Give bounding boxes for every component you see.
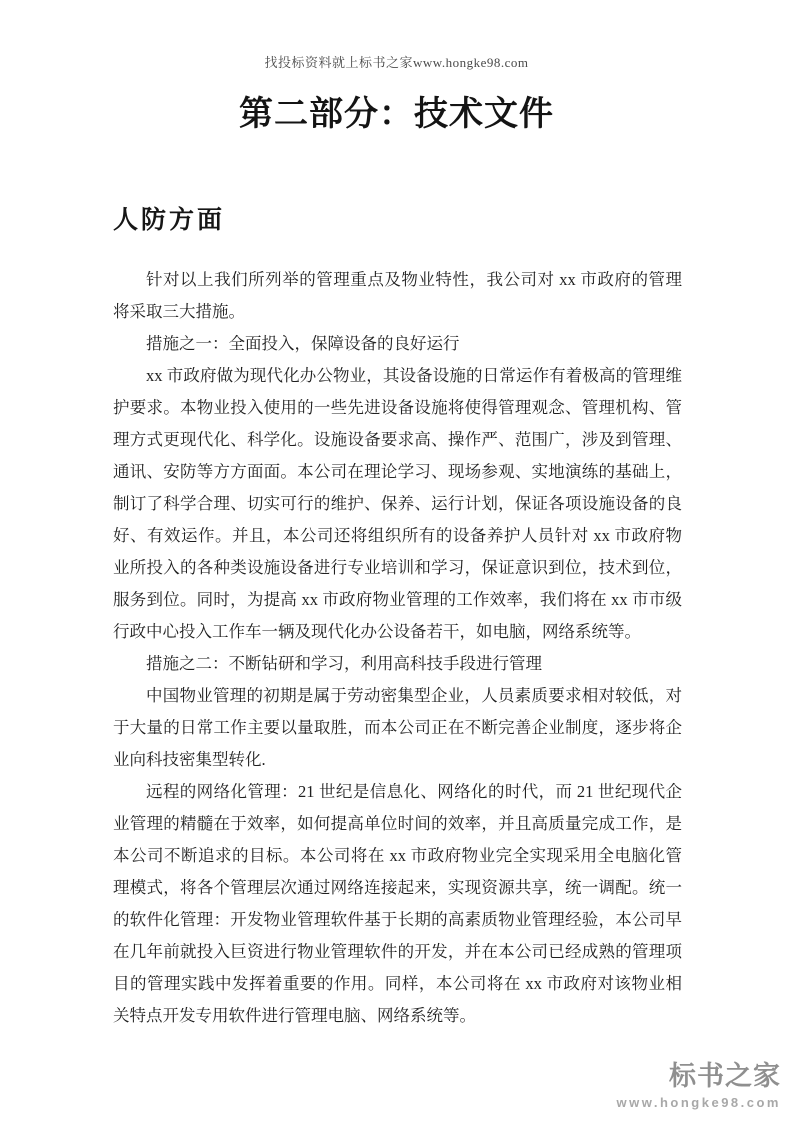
paragraph: 针对以上我们所列举的管理重点及物业特性，我公司对 xx 市政府的管理将采取三大措施。	[113, 270, 682, 321]
watermark-brand: 标书之家	[669, 1061, 781, 1091]
paragraph: 措施之二：不断钻研和学习，利用高科技手段进行管理	[146, 654, 542, 673]
section-heading: 人防方面	[113, 207, 226, 234]
paragraph: 远程的网络化管理：21 世纪是信息化、网络化的时代，而 21 世纪现代企业管理的精髓在于效率，如何提高单位时间的效率，并且高质量完成工作，是本公司不断追求的目标。本公司将在 xx 市政府物业完全实现采用全电脑化管理模式，将各个管理层次通过网络连接起来，实现资源共享，统一调配。统一的软件化管理：开发物业管理软件基于长期的高素质物业管理经验，本公司早在几年前就投入巨资进行物业管理软件的开发，并在本公司已经成熟的管理项目的管理实践中发挥着重要的作用。同样，本公司将在 xx 市政府对该物业相关特点开发专用软件进行管理电脑、网络系统等。	[113, 782, 682, 1025]
paragraph: xx 市政府做为现代化办公物业，其设备设施的日常运作有着极高的管理维护要求。本物业投入使用的一些先进设备设施将使得管理观念、管理机构、管理方式更现代化、科学化。设施设备要求高、操作严、范围广，涉及到管理、通讯、安防等方方面面。本公司在理论学习、现场参观、实地演练的基础上，制订了科学合理、切实可行的维护、保养、运行计划，保证各项设施设备的良好、有效运作。并且，本公司还将组织所有的设备养护人员针对 xx 市政府物业所投入的各种类设施设备进行专业培训和学习，保证意识到位，技术到位，服务到位。同时，为提高 xx 市政府物业管理的工作效率，我们将在 xx 市市级行政中心投入工作车一辆及现代化办公设备若干，如电脑，网络系统等。	[113, 366, 682, 641]
watermark-url: www.hongke98.com	[616, 1095, 781, 1110]
header-note: 找投标资料就上标书之家www.hongke98.com	[264, 55, 529, 70]
document-body	[113, 264, 682, 1032]
paragraph: 中国物业管理的初期是属于劳动密集型企业，人员素质要求相对较低，对于大量的日常工作主要以量取胜，而本公司正在不断完善企业制度，逐步将企业向科技密集型转化.	[113, 686, 682, 769]
paragraph: 措施之一：全面投入，保障设备的良好运行	[146, 334, 460, 353]
watermark	[617, 1054, 782, 1110]
document-title: 第二部分：技术文件	[239, 96, 554, 133]
